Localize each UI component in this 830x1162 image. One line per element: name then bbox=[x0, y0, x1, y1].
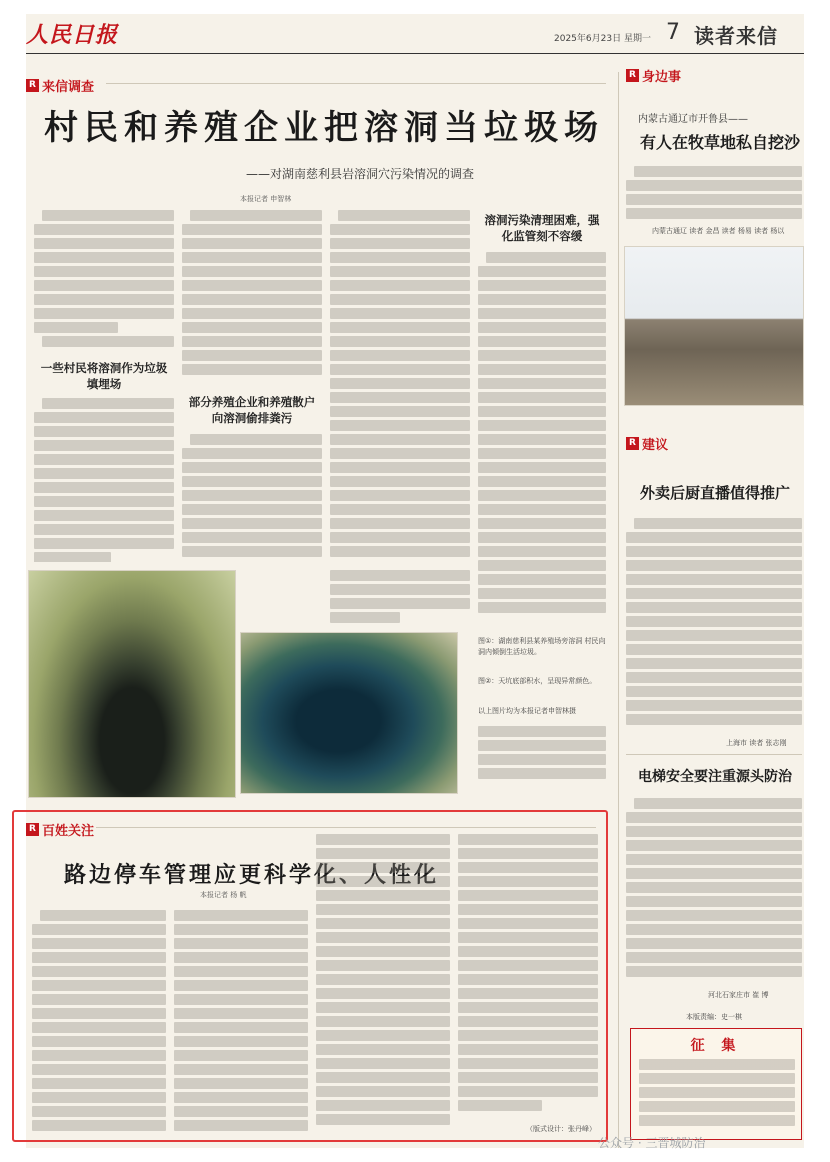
newspaper-logo: 人民日报 bbox=[26, 22, 119, 48]
text-column-1b bbox=[34, 398, 174, 562]
text-column-1a bbox=[34, 210, 174, 354]
bottom-text-column-3 bbox=[316, 834, 450, 1134]
text-column-2a bbox=[182, 210, 322, 386]
photo-credit: 以上图片均为本报记者申智林摄 bbox=[478, 707, 576, 715]
subhead-1: 一些村民将溶洞作为垃圾填埋场 bbox=[40, 361, 168, 391]
photo-caption-1: 图①：湖南慈利县某养殖场旁溶洞 村民向洞内倾倒生活垃圾。 bbox=[478, 637, 606, 656]
divider bbox=[106, 83, 606, 84]
right-section3-sign: 河北石家庄市 崔 博 bbox=[708, 991, 769, 999]
right-section2-title: 外卖后厨直播值得推广 bbox=[640, 484, 791, 502]
layout-designer-credit: （版式设计：张丹峰） bbox=[526, 1125, 596, 1133]
right-section2-tag bbox=[626, 434, 668, 453]
subhead-3: 溶洞污染清理困难，强化监管刻不容缓 bbox=[484, 213, 600, 243]
text-column-2b bbox=[182, 434, 322, 562]
divider bbox=[96, 827, 596, 828]
right-section1-body bbox=[626, 166, 802, 222]
page-number: 7 bbox=[666, 20, 680, 45]
main-section-tag bbox=[26, 76, 94, 95]
column-separator bbox=[618, 72, 619, 1148]
subhead-2: 部分养殖企业和养殖散户向溶洞偷排粪污 bbox=[188, 395, 316, 425]
right-section1-sign: 内蒙古通辽 读者 金昌 读者 杨易 读者 杨以 bbox=[652, 227, 785, 235]
right-section2-sign: 上海市 读者 张志刚 bbox=[726, 739, 787, 747]
grassland-digging-photo bbox=[624, 246, 804, 406]
issue-date: 2025年6月23日 星期一 bbox=[554, 34, 651, 44]
main-article-byline: 本报记者 申智林 bbox=[240, 195, 292, 203]
right-section2-tag-label: 建议 bbox=[642, 438, 669, 453]
newspaper-page bbox=[26, 14, 804, 1148]
tag-r-icon: R bbox=[626, 69, 639, 82]
page-editor: 本版责编：史一棋 bbox=[686, 1013, 742, 1021]
main-section-tag-label: 来信调查 bbox=[42, 80, 95, 95]
main-article-subtitle: ——对湖南慈利县岩溶洞穴污染情况的调查 bbox=[246, 167, 475, 181]
divider bbox=[626, 754, 802, 755]
cave-garbage-photo bbox=[28, 570, 236, 798]
tag-r-icon: R bbox=[26, 823, 39, 836]
submission-callout-box bbox=[630, 1028, 802, 1140]
section-title: 读者来信 bbox=[694, 24, 778, 48]
right-section1-tag-label: 身边事 bbox=[642, 70, 682, 85]
bottom-text-column-1 bbox=[32, 910, 166, 1134]
bottom-text-column-2 bbox=[174, 910, 308, 1134]
text-column-3 bbox=[330, 210, 470, 562]
right-section2-body bbox=[626, 518, 802, 734]
bottom-text-column-4 bbox=[458, 834, 598, 1120]
main-article-title: 村民和养殖企业把溶洞当垃圾场 bbox=[44, 108, 604, 148]
masthead bbox=[26, 14, 804, 54]
text-column-4b bbox=[478, 726, 606, 796]
sinkhole-water-photo bbox=[240, 632, 458, 794]
right-section3-title: 电梯安全要注重源头防治 bbox=[638, 769, 792, 785]
tag-r-icon: R bbox=[626, 437, 639, 450]
photo-caption-2: 图②：天坑底部积水，呈现异常颜色。 bbox=[478, 677, 597, 685]
callout-body bbox=[639, 1059, 795, 1137]
right-section3-body bbox=[626, 798, 802, 986]
bottom-article-title: 路边停车管理应更科学化、人性化 bbox=[64, 862, 440, 888]
callout-title: 征 集 bbox=[690, 1038, 742, 1054]
text-column-4 bbox=[478, 252, 606, 626]
right-section1-kicker: 内蒙古通辽市开鲁县—— bbox=[638, 114, 748, 125]
wechat-watermark: 公众号 · 三晋城防治 bbox=[598, 1136, 706, 1150]
bottom-section-tag bbox=[26, 820, 94, 839]
right-section1-title: 有人在牧草地私自挖沙 bbox=[640, 133, 801, 152]
text-column-3b bbox=[330, 570, 470, 626]
tag-r-icon: R bbox=[26, 79, 39, 92]
bottom-section-tag-label: 百姓关注 bbox=[42, 824, 95, 839]
bottom-article-byline: 本报记者 杨 帆 bbox=[200, 891, 247, 899]
right-section1-tag bbox=[626, 66, 681, 85]
